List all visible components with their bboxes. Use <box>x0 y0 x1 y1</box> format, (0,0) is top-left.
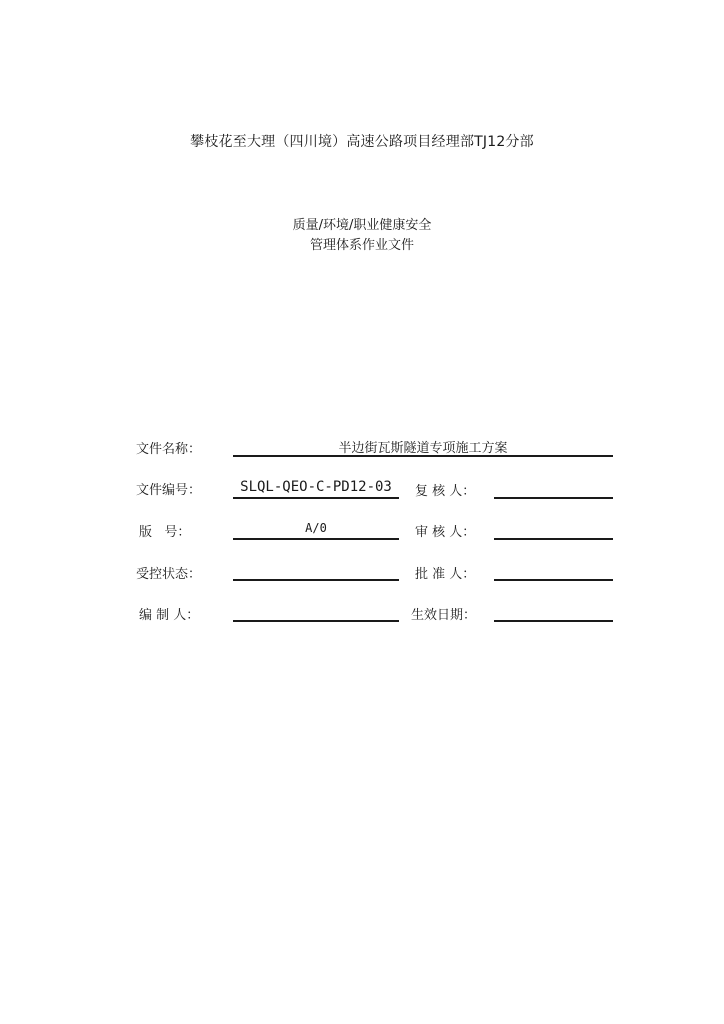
organization-title: 攀枝花至大理（四川境）高速公路项目经理部TJ12分部 <box>190 134 534 150</box>
effective-date-underline <box>494 620 613 622</box>
file-number-label: 文件编号： <box>136 483 202 498</box>
control-status-underline <box>233 579 399 581</box>
approver-underline <box>494 579 613 581</box>
version-underline <box>233 538 399 540</box>
operation-document-title: 管理体系作业文件 <box>309 238 414 253</box>
control-status-label: 受控状态： <box>136 567 202 582</box>
compiler-label: 编 制 人： <box>139 608 200 623</box>
file-name-value: 半边街瓦斯隧道专项施工方案 <box>338 441 508 456</box>
reviewer-label: 复 核 人： <box>415 484 476 499</box>
version-label: 版 号： <box>139 525 191 540</box>
management-system-title: 质量/环境/职业健康安全 <box>292 218 432 233</box>
auditor-underline <box>494 538 613 540</box>
reviewer-underline <box>494 497 613 499</box>
file-number-underline <box>233 497 399 499</box>
file-name-underline <box>233 455 613 457</box>
compiler-underline <box>233 620 399 622</box>
approver-label: 批 准 人： <box>415 567 476 582</box>
auditor-label: 审 核 人： <box>415 525 476 540</box>
version-value: A/0 <box>305 521 327 535</box>
effective-date-label: 生效日期： <box>411 608 477 623</box>
file-name-label: 文件名称： <box>136 442 202 457</box>
file-number-value: SLQL-QEO-C-PD12-03 <box>240 479 392 495</box>
